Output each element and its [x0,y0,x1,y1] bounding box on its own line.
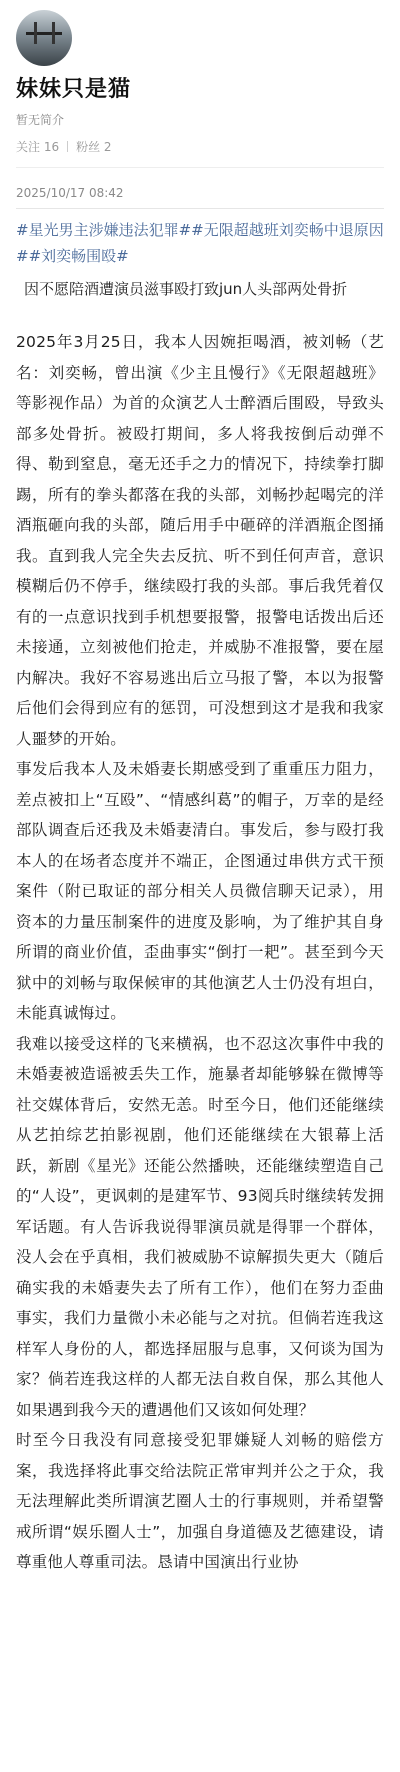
post [0,186,400,1578]
post-subtitle: 因不愿陪酒遭演员滋事殴打致jun人头部两处骨折 [24,280,348,298]
profile-bio: 暂无简介 [16,113,65,127]
section-divider [16,167,384,168]
post-paragraph: 我难以接受这样的飞来横祸，也不忍这次事件中我的未婚妻被造谣被丢失工作，施暴者却能够躲在微博等社交媒体背后，安然无恙。时至今日，他们还能继续从艺拍综艺拍影视剧，他们还能继续在大银幕上活跃，新剧《星光》还能公然播映，还能继续塑造自己的“人设”，更讽刺的是建军节、93阅兵时继续转发拥军话题。有人告诉我说得罪演员就是得罪一个群体，没人会在乎真相，我们被威胁不谅解损失更大（随后确实我的未婚妻失去了所有工作），他们在努力歪曲事实，我们力量微小未必能与之对抗。但倘若连我这样军人身份的人，都选择屈服与息事，又何谈为国为家？倘若连我这样的人都无法自救自保，那么其他人如果遇到我今天的遭遇他们又该如何处理？ [16,1034,384,1419]
post-content [16,327,384,1578]
stats-divider [67,141,68,152]
post-hashtags[interactable]: #星光男主涉嫌违法犯罪##无限超越班刘奕畅中退原因##刘奕畅围殴# [16,221,384,265]
profile-header [0,0,400,155]
profile-name: 妹妹只是猫 [16,77,132,102]
post-paragraph: 事发后我本人及未婚妻长期感受到了重重压力阻力，差点被扣上“互殴”、“情感纠葛”的帽子，万幸的是经部队调查后还我及未婚妻清白。事发后，参与殴打我本人的在场者态度并不端正，企图通过串供方式干预案件（附已取证的部分相关人员微信聊天记录），用资本的力量压制案件的进度及影响，为了维护其自身所谓的商业价值，歪曲事实“倒打一耙”。甚至到今天狱中的刘畅与取保候审的其他演艺人士仍没有坦白，未能真诚悔过。 [16,760,384,1022]
profile-stats [16,138,384,155]
post-timestamp: 2025/10/17 08:42 [16,186,124,200]
following-count[interactable]: 关注 16 [16,140,60,154]
avatar[interactable] [16,10,72,66]
post-paragraph: 时至今日我没有同意接受犯罪嫌疑人刘畅的赔偿方案，我选择将此事交给法院正常审判并公之于众，我无法理解此类所谓演艺圈人士的行事规则，并希望警戒所谓“娱乐圈人士”，加强自身道德及艺德建设，请尊重他人尊重司法。恳请中国演出行业协 [16,1431,384,1571]
followers-count[interactable]: 粉丝 2 [76,140,112,154]
post-divider [16,208,384,209]
post-paragraph: 2025年3月25日，我本人因婉拒喝酒，被刘畅（艺名：刘奕畅，曾出演《少主且慢行》《无限超越班》等影视作品）为首的众演艺人士醉酒后围殴，导致头部多处骨折。被殴打期间，多人将我按倒后动弹不得、勒到窒息，毫无还手之力的情况下，持续拳打脚踢，所有的拳头都落在我的头部，刘畅抄起喝完的洋酒瓶砸向我的头部，随后用手中砸碎的洋酒瓶企图捅我。直到我人完全失去反抗、听不到任何声音，意识模糊后仍不停手，继续殴打我的头部。事后我凭着仅有的一点意识找到手机想要报警，报警电话拨出后还未接通，立刻被他们抢走，并威胁不准报警，要在屋内解决。我好不容易逃出后立马报了警，本以为报警后他们会得到应有的惩罚，可没想到这才是我和我家人噩梦的开始。 [16,333,384,748]
